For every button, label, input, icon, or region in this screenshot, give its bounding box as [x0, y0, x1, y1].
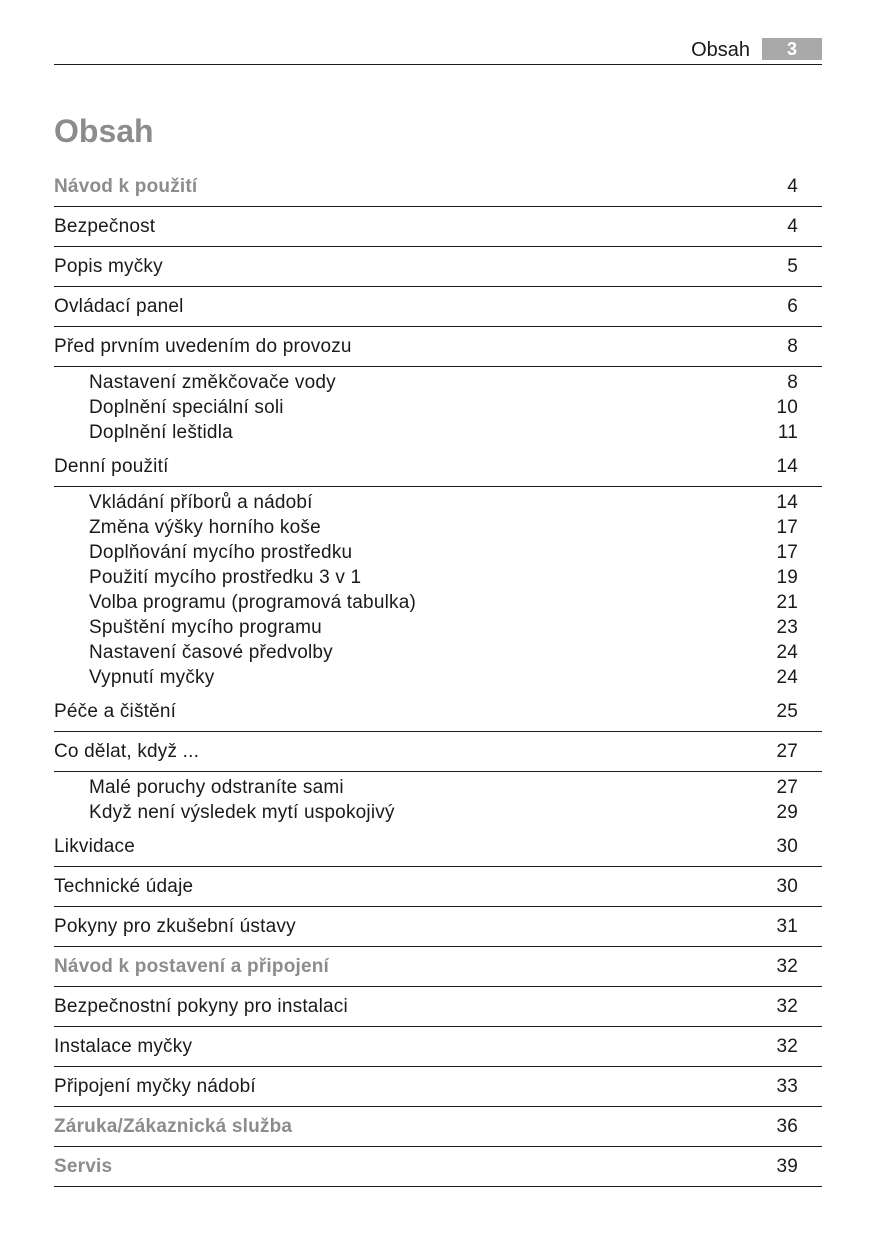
toc-entry-page: 30	[776, 876, 798, 897]
toc-entry-page: 32	[776, 1036, 798, 1057]
table-of-contents	[54, 167, 822, 1187]
toc-entry-label: Denní použití	[54, 456, 169, 477]
toc-entry-label: Likvidace	[54, 836, 136, 857]
toc-subentry[interactable]	[54, 775, 822, 800]
toc-category[interactable]	[54, 167, 822, 207]
toc-subentries	[54, 487, 822, 692]
toc-entry[interactable]	[54, 692, 822, 732]
toc-entry-page: 8	[787, 372, 798, 393]
toc-subentry[interactable]	[54, 615, 822, 640]
toc-entry-label: Instalace myčky	[54, 1036, 193, 1057]
toc-entry-label: Bezpečnost	[54, 216, 156, 237]
toc-entry-page: 39	[776, 1156, 798, 1177]
toc-entry-page: 33	[776, 1076, 798, 1097]
toc-subentry[interactable]	[54, 565, 822, 590]
toc-subentry[interactable]	[54, 490, 822, 515]
toc-entry-page: 11	[777, 422, 798, 443]
toc-subentry[interactable]	[54, 540, 822, 565]
toc-subentries	[54, 772, 822, 827]
toc-entry-page: 30	[776, 836, 798, 857]
toc-entry[interactable]	[54, 907, 822, 947]
toc-entry-label: Změna výšky horního koše	[89, 517, 321, 538]
toc-subentry[interactable]	[54, 420, 822, 445]
toc-entry-label: Popis myčky	[54, 256, 163, 277]
toc-entry-page: 24	[776, 642, 798, 663]
toc-entry-label: Použití mycího prostředku 3 v 1	[89, 567, 362, 588]
toc-entry-page: 14	[776, 456, 798, 477]
toc-entry-page: 8	[787, 336, 798, 357]
toc-entry[interactable]	[54, 207, 822, 247]
toc-entry-page: 32	[776, 956, 798, 977]
toc-entry[interactable]	[54, 827, 822, 867]
toc-entry-label: Volba programu (programová tabulka)	[89, 592, 417, 613]
toc-entry[interactable]	[54, 1027, 822, 1067]
toc-entry-page: 21	[776, 592, 798, 613]
header-section-name: Obsah	[691, 39, 750, 61]
toc-entry-page: 6	[787, 296, 798, 317]
header-page-number: 3	[762, 38, 822, 60]
toc-entry[interactable]	[54, 987, 822, 1027]
toc-subentries	[54, 367, 822, 447]
toc-entry-label: Malé poruchy odstraníte sami	[89, 777, 344, 798]
toc-subentry[interactable]	[54, 515, 822, 540]
toc-entry-page: 24	[776, 667, 798, 688]
toc-entry-label: Ovládací panel	[54, 296, 184, 317]
toc-entry-page: 27	[776, 741, 798, 762]
toc-entry-label: Před prvním uvedením do provozu	[54, 336, 352, 357]
toc-entry-page: 25	[776, 701, 798, 722]
toc-entry[interactable]	[54, 247, 822, 287]
toc-entry-label: Péče a čištění	[54, 701, 177, 722]
toc-subentry[interactable]	[54, 640, 822, 665]
toc-subentry[interactable]	[54, 370, 822, 395]
toc-entry-page: 14	[776, 492, 798, 513]
toc-category[interactable]	[54, 1147, 822, 1187]
toc-subentry[interactable]	[54, 395, 822, 420]
toc-entry[interactable]	[54, 1067, 822, 1107]
toc-entry-label: Vkládání příborů a nádobí	[89, 492, 313, 513]
toc-entry-label: Nastavení časové předvolby	[89, 642, 333, 663]
toc-entry-label: Pokyny pro zkušební ústavy	[54, 916, 296, 937]
toc-entry-label: Připojení myčky nádobí	[54, 1076, 256, 1097]
toc-entry-page: 31	[776, 916, 798, 937]
toc-entry-page: 17	[776, 517, 798, 538]
toc-entry-label: Doplňování mycího prostředku	[89, 542, 353, 563]
toc-entry-page: 36	[776, 1116, 798, 1137]
toc-entry-page: 27	[776, 777, 798, 798]
page-header	[54, 38, 822, 65]
toc-entry-page: 10	[776, 397, 798, 418]
toc-entry-label: Návod k použití	[54, 176, 198, 197]
toc-entry-page: 19	[776, 567, 798, 588]
toc-entry-label: Vypnutí myčky	[89, 667, 215, 688]
toc-entry-label: Nastavení změkčovače vody	[89, 372, 336, 393]
toc-entry-label: Co dělat, když ...	[54, 741, 200, 762]
toc-entry-page: 5	[787, 256, 798, 277]
toc-entry-page: 32	[776, 996, 798, 1017]
page-title: Obsah	[54, 113, 154, 149]
toc-entry-label: Když není výsledek mytí uspokojivý	[89, 802, 395, 823]
toc-entry-page: 17	[776, 542, 798, 563]
toc-entry[interactable]	[54, 867, 822, 907]
toc-entry-label: Servis	[54, 1156, 113, 1177]
toc-entry-label: Bezpečnostní pokyny pro instalaci	[54, 996, 348, 1017]
toc-subentry[interactable]	[54, 800, 822, 825]
toc-entry[interactable]	[54, 732, 822, 772]
toc-entry[interactable]	[54, 447, 822, 487]
toc-entry-page: 29	[776, 802, 798, 823]
toc-subentry[interactable]	[54, 665, 822, 690]
toc-entry-page: 4	[787, 176, 798, 197]
toc-entry-label: Záruka/Zákaznická služba	[54, 1116, 293, 1137]
toc-entry-page: 4	[787, 216, 798, 237]
toc-entry-page: 23	[776, 617, 798, 638]
toc-entry-label: Návod k postavení a připojení	[54, 956, 330, 977]
toc-entry-label: Doplnění leštidla	[89, 422, 233, 443]
toc-entry-label: Doplnění speciální soli	[89, 397, 284, 418]
toc-category[interactable]	[54, 947, 822, 987]
toc-subentry[interactable]	[54, 590, 822, 615]
toc-entry[interactable]	[54, 287, 822, 327]
toc-entry-label: Spuštění mycího programu	[89, 617, 322, 638]
toc-entry-label: Technické údaje	[54, 876, 194, 897]
toc-category[interactable]	[54, 1107, 822, 1147]
toc-entry[interactable]	[54, 327, 822, 367]
